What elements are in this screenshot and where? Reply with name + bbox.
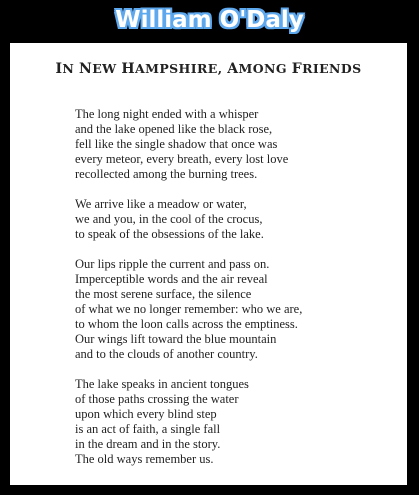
poem-line: and to the clouds of another country.: [75, 347, 258, 361]
stanza: [75, 257, 395, 362]
poem-line: to whom the loon calls across the emptiness.: [75, 317, 298, 331]
poem-line: The lake speaks in ancient tongues: [75, 377, 249, 391]
stanza: [75, 377, 395, 467]
poem-line: We arrive like a meadow or water,: [75, 197, 247, 211]
poem-line: The long night ended with a whisper: [75, 107, 259, 121]
poem-line: of those paths crossing the water: [75, 392, 239, 406]
poem-line: we and you, in the cool of the crocus,: [75, 212, 263, 226]
poem-title: [10, 61, 407, 77]
poem-line: recollected among the burning trees.: [75, 167, 258, 181]
poem-line: Our wings lift toward the blue mountain: [75, 332, 277, 346]
stanza: [75, 107, 395, 182]
poem-line: is an act of faith, a single fall: [75, 422, 221, 436]
poem-line: Our lips ripple the current and pass on.: [75, 257, 270, 271]
author-name: William O'Daly: [115, 7, 304, 33]
poem-line: the most serene surface, the silence: [75, 287, 252, 301]
poem-line: Imperceptible words and the air reveal: [75, 272, 268, 286]
poem-line: and the lake opened like the black rose,: [75, 122, 273, 136]
poem-line: to speak of the obsessions of the lake.: [75, 227, 264, 241]
poem-line: every meteor, every breath, every lost love: [75, 152, 289, 166]
poem-line: upon which every blind step: [75, 407, 217, 421]
poem-line: The old ways remember us.: [75, 452, 214, 466]
poem-line: in the dream and in the story.: [75, 437, 221, 451]
poem-title-text: IN NEW HAMPSHIRE, AMONG FRIENDS: [55, 61, 362, 77]
poem-line: fell like the single shadow that once was: [75, 137, 278, 151]
poem-line: of what we no longer remember: who we are,: [75, 302, 303, 316]
poem-body: [75, 107, 395, 482]
stanza: [75, 197, 395, 242]
poem-sheet: [10, 43, 407, 485]
